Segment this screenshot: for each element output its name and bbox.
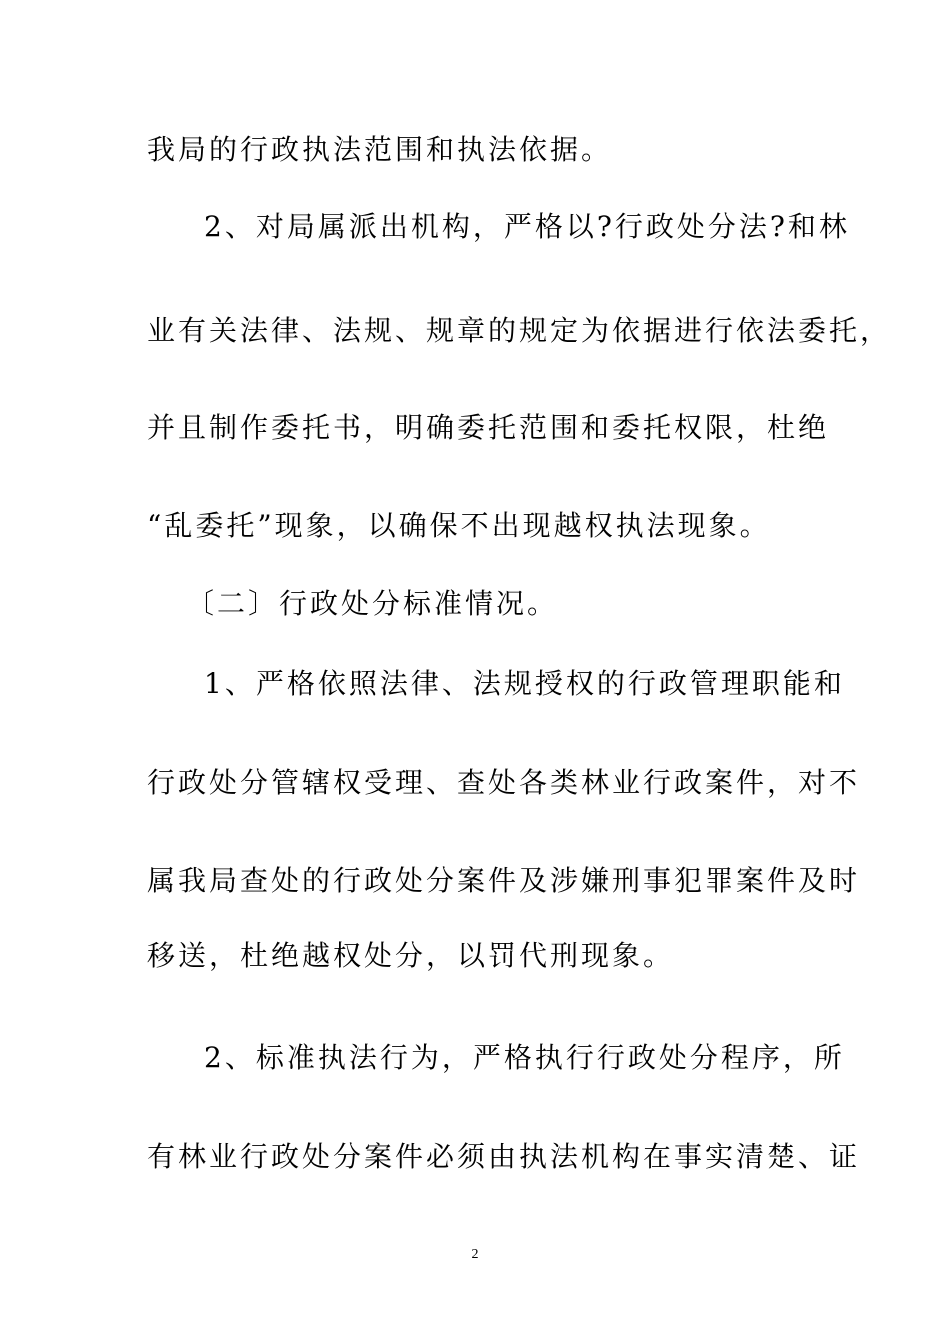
paragraph-line: 2、对局属派出机构，严格以?行政处分法?和林: [204, 210, 850, 243]
paragraph-line: 1、严格依照法律、法规授权的行政管理职能和: [204, 667, 845, 700]
section-heading: 〔二〕行政处分标准情况。: [186, 587, 559, 620]
paragraph-line: 移送，杜绝越权处分，以罚代刑现象。: [147, 939, 675, 972]
paragraph-line: 并且制作委托书，明确委托范围和委托权限，杜绝: [147, 411, 830, 444]
paragraph-line: 我局的行政执法范围和执法依据。: [147, 133, 613, 166]
paragraph-line: 业有关法律、法规、规章的规定为依据进行依法委托，: [147, 314, 892, 347]
page-number: 2: [471, 1247, 479, 1262]
paragraph-line: 有林业行政处分案件必须由执法机构在事实清楚、证: [147, 1140, 861, 1173]
paragraph-line: 属我局查处的行政处分案件及涉嫌刑事犯罪案件及时: [147, 864, 861, 897]
paragraph-line: 2、标准执法行为，严格执行行政处分程序，所: [204, 1041, 845, 1074]
paragraph-line: “乱委托”现象，以确保不出现越权执法现象。: [147, 509, 771, 542]
paragraph-line: 行政处分管辖权受理、查处各类林业行政案件，对不: [147, 766, 861, 799]
